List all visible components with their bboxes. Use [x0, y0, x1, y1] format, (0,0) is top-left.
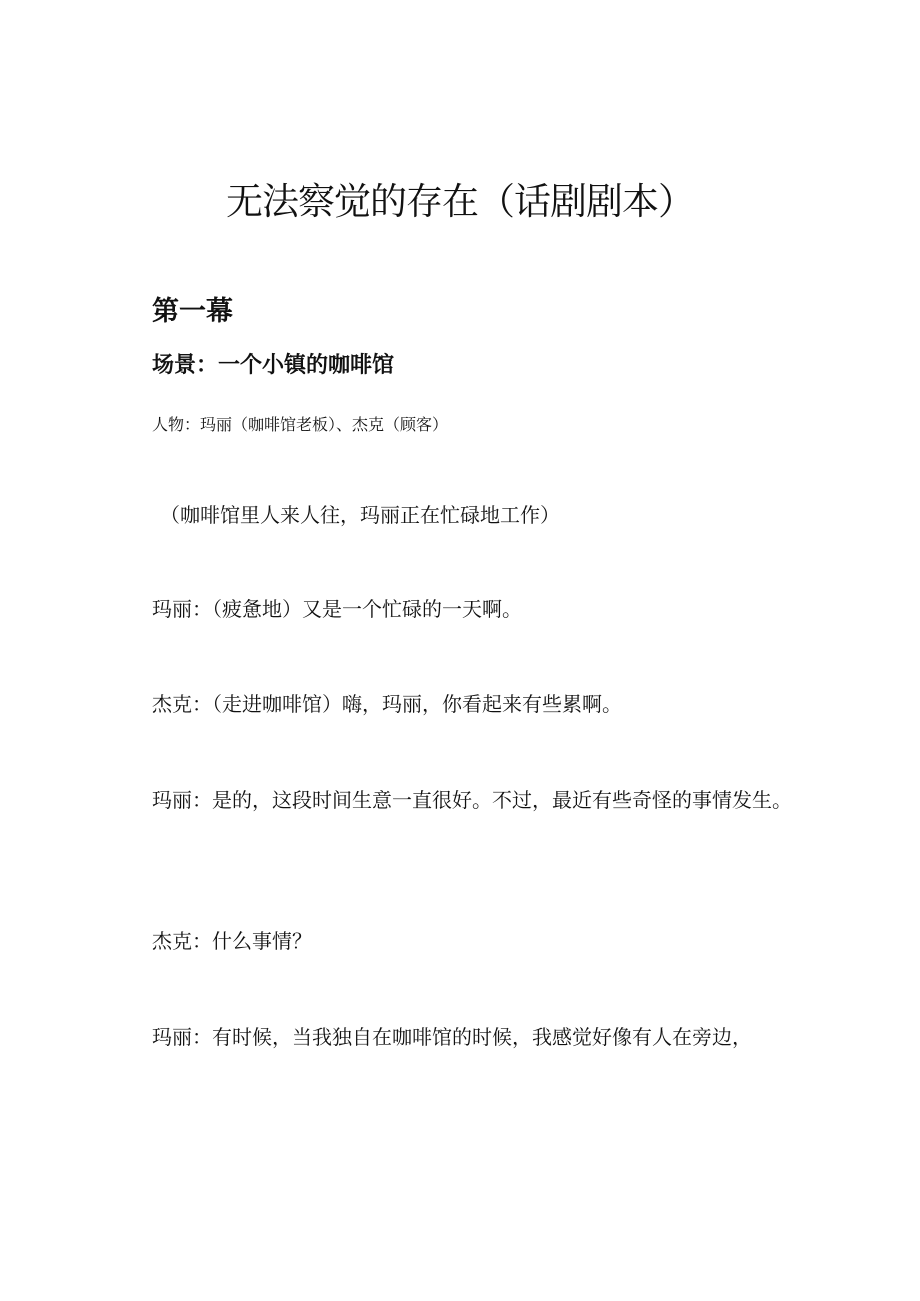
dialogue-line: 玛丽：是的，这段时间生意一直很好。不过，最近有些奇怪的事情发生。: [152, 788, 792, 812]
scene-heading: 场景：一个小镇的咖啡馆: [152, 353, 395, 378]
dialogue-line: 杰克：什么事情？: [152, 929, 312, 953]
stage-direction: （咖啡馆里人来人往，玛丽正在忙碌地工作）: [160, 503, 560, 527]
act-heading: 第一幕: [152, 296, 233, 327]
dialogue-line: 玛丽：（疲惫地）又是一个忙碌的一天啊。: [152, 597, 522, 621]
dialogue-line: 玛丽：有时候，当我独自在咖啡馆的时候，我感觉好像有人在旁边，: [152, 1025, 752, 1049]
dialogue-line: 杰克：（走进咖啡馆）嗨，玛丽，你看起来有些累啊。: [152, 692, 622, 716]
document-title: 无法察觉的存在（话剧剧本）: [226, 180, 694, 223]
characters-line: 人物：玛丽（咖啡馆老板）、杰克（顾客）: [152, 415, 449, 434]
